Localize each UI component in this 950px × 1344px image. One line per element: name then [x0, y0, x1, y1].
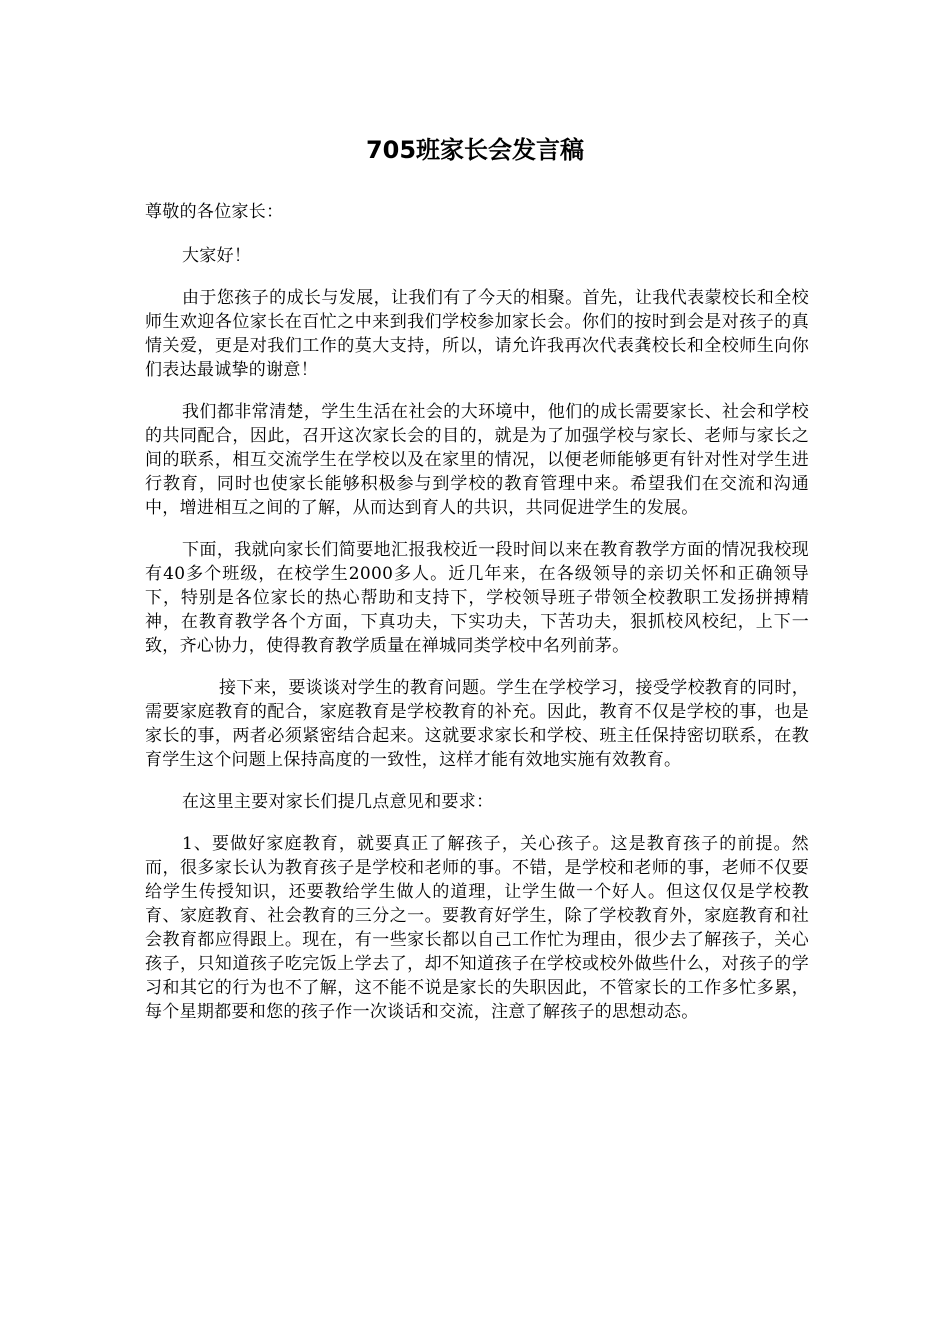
paragraph-requests-intro: 在这里主要对家长们提几点意见和要求： [182, 792, 494, 812]
document-title: 705班家长会发言稿 [365, 136, 585, 164]
paragraph-school-report: 下面，我就向家长们简要地汇报我校近一段时间以来在教育教学方面的情况我校现有40多个班级，在校学生2000多人。近几年来，在各级领导的亲切关怀和正确领导下，特别是各位家长的热心帮助和支持下，学校领导班子带领全校教职工发扬拼搏精神，在教育教学各个方面，下真功夫，下实功夫，下苦功夫，狠抓校风校纪，上下一致，齐心协力，使得教育教学质量在禅城同类学校中名列前茅。 [145, 540, 809, 656]
paragraph-purpose: 我们都非常清楚，学生生活在社会的大环境中，他们的成长需要家长、社会和学校的共同配合，因此，召开这次家长会的目的，就是为了加强学校与家长、老师与家长之间的联系，相互交流学生在学校以及在家里的情况，以便老师能够更有针对性对学生进行教育，同时也使家长能够积极参与到学校的教育管理中来。希望我们在交流和沟通中，增进相互之间的了解，从而达到育人的共识，共同促进学生的发展。 [145, 402, 809, 518]
salutation: 尊敬的各位家长： [145, 202, 284, 222]
paragraph-education-issue: 接下来，要谈谈对学生的教育问题。学生在学校学习，接受学校教育的同时，需要家庭教育的配合，家庭教育是学校教育的补充。因此，教育不仅是学校的事，也是家长的事，两者必须紧密结合起来。这就要求家长和学校、班主任保持密切联系，在教育学生这个问题上保持高度的一致性，这样才能有效地实施有效教育。 [145, 678, 809, 770]
paragraph-request-1: 1、要做好家庭教育，就要真正了解孩子，关心孩子。这是教育孩子的前提。然而，很多家长认为教育孩子是学校和老师的事。不错，是学校和老师的事，老师不仅要给学生传授知识，还要教给学生做人的道理，让学生做一个好人。但这仅仅是学校教育、家庭教育、社会教育的三分之一。要教育好学生，除了学校教育外，家庭教育和社会教育都应得跟上。现在，有一些家长都以自己工作忙为理由，很少去了解孩子，关心孩子，只知道孩子吃完饭上学去了，却不知道孩子在学校或校外做些什么，对孩子的学习和其它的行为也不了解，这不能不说是家长的失职因此，不管家长的工作多忙多累，每个星期都要和您的孩子作一次谈话和交流，注意了解孩子的思想动态。 [145, 834, 809, 1022]
document-body [145, 200, 809, 1042]
paragraph-welcome: 由于您孩子的成长与发展，让我们有了今天的相聚。首先，让我代表蒙校长和全校师生欢迎各位家长在百忙之中来到我们学校参加家长会。你们的按时到会是对孩子的真情关爱，更是对我们工作的莫大支持，所以，请允许我再次代表龚校长和全校师生向你们表达最诚挚的谢意！ [145, 288, 809, 380]
paragraph-greeting: 大家好！ [182, 246, 252, 266]
